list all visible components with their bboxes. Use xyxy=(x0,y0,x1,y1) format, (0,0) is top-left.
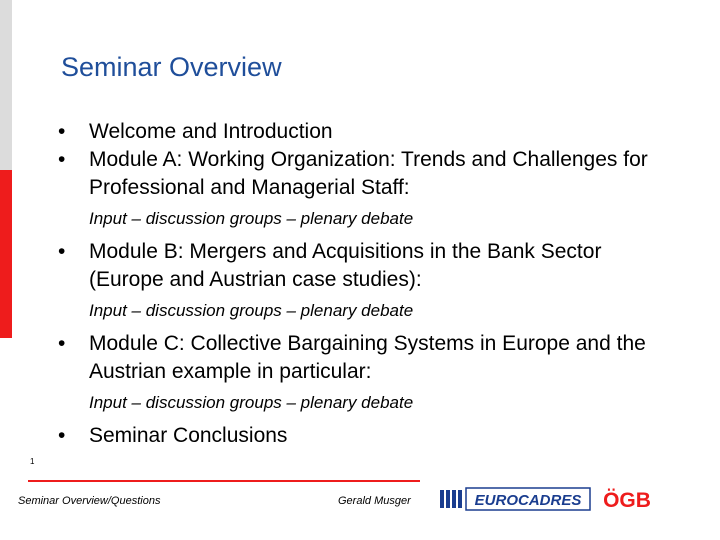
side-bar-gray xyxy=(0,0,12,170)
bullet-text: Welcome and Introduction xyxy=(89,120,333,143)
svg-text:ÖGB: ÖGB xyxy=(603,489,651,512)
bullet-text: Module C: Collective Bargaining Systems in Europe and the Austrian example in particular: xyxy=(89,332,646,383)
ogb-logo xyxy=(598,484,656,514)
bullet-subtext: Input – discussion groups – plenary debate xyxy=(89,301,414,320)
bullet-subtext: Input – discussion groups – plenary debate xyxy=(89,209,414,228)
bullet-subtext: Input – discussion groups – plenary debate xyxy=(89,393,414,412)
bullet-item-module-b xyxy=(58,238,678,322)
bullet-item-welcome xyxy=(58,118,678,146)
slide-title: Seminar Overview xyxy=(61,52,282,82)
bullet-dot: • xyxy=(58,424,66,447)
side-bar-red xyxy=(0,170,12,338)
bullet-item-module-a xyxy=(58,146,678,230)
svg-text:EUROCADRES: EUROCADRES xyxy=(474,492,582,509)
bullet-list xyxy=(58,118,678,450)
footer-left-text: Seminar Overview/Questions xyxy=(18,495,161,507)
bullet-item-conclusions xyxy=(58,422,678,450)
bullet-dot: • xyxy=(58,120,66,143)
bullet-text: Module B: Mergers and Acquisitions in the Bank Sector (Europe and Austrian case studies): xyxy=(89,240,602,291)
bullet-dot: • xyxy=(58,332,66,355)
bullet-dot: • xyxy=(58,240,66,263)
footer-divider xyxy=(28,480,420,482)
footer-author: Gerald Musger xyxy=(338,495,411,507)
bullet-dot: • xyxy=(58,148,66,171)
bullet-text: Module A: Working Organization: Trends and Challenges for Professional and Managerial Staff: xyxy=(89,148,648,199)
page-number: 1 xyxy=(30,457,35,466)
eurocadres-logo xyxy=(440,484,592,514)
bullet-text: Seminar Conclusions xyxy=(89,424,288,447)
bullet-item-module-c xyxy=(58,330,678,414)
